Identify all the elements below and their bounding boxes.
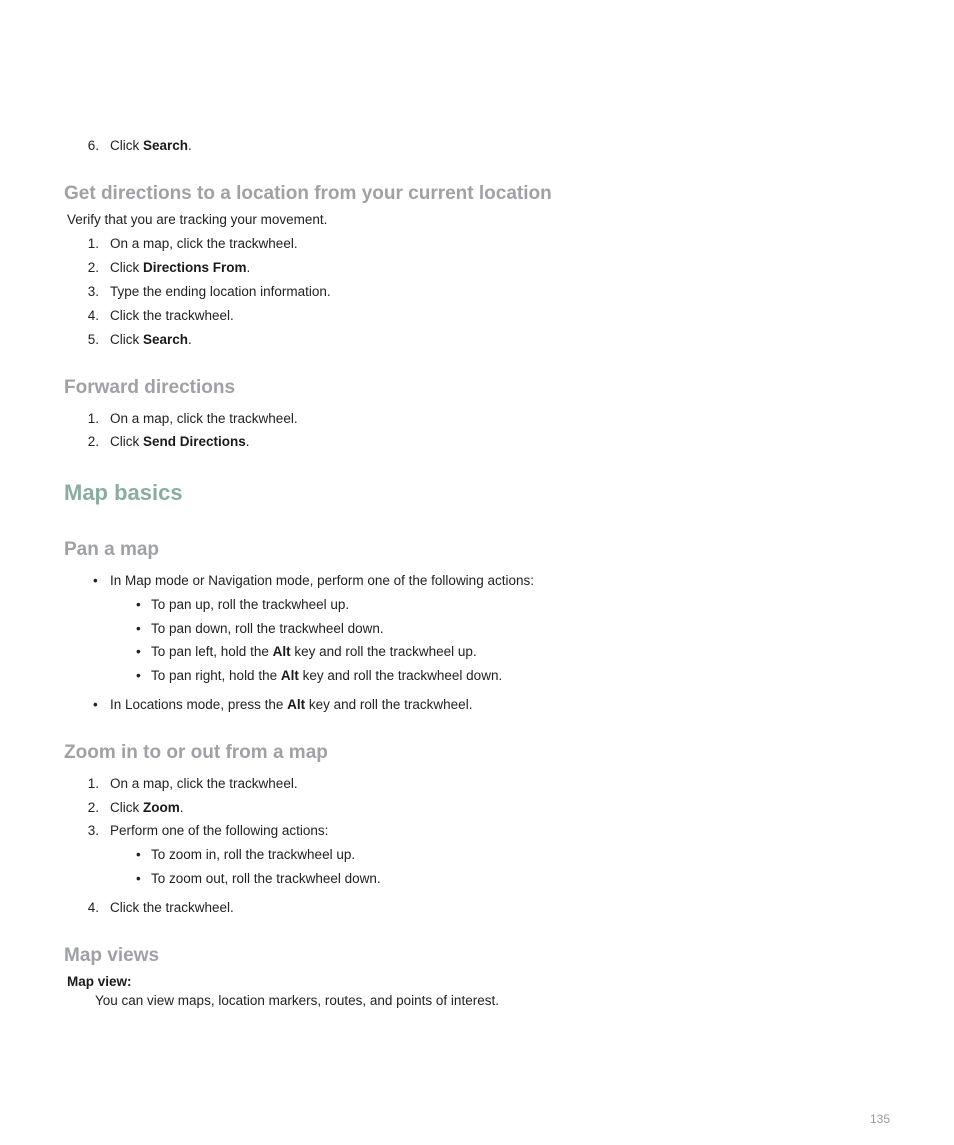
ui-term: Search <box>143 138 189 153</box>
section-heading: Pan a map <box>64 539 160 560</box>
list-item-text: To pan down, roll the trackwheel down. <box>151 621 384 636</box>
step-text-post: . <box>188 332 192 347</box>
step-text <box>110 800 184 816</box>
step-text-pre: Click <box>110 434 143 449</box>
step-text: On a map, click the trackwheel. <box>110 411 298 426</box>
step-text-post: . <box>179 800 184 815</box>
prerequisite-text: Verify that you are tracking your movement. <box>67 212 328 227</box>
ui-term: Send Directions <box>143 434 246 449</box>
bullet-icon: • <box>136 621 141 636</box>
step-text-pre: Click <box>110 800 143 815</box>
ui-term: Zoom <box>143 800 180 815</box>
step-number: 1. <box>87 411 99 426</box>
list-item-text: To pan up, roll the trackwheel up. <box>151 597 350 612</box>
bullet-icon: • <box>136 871 141 886</box>
step-number: 3. <box>87 284 99 299</box>
step-text: On a map, click the trackwheel. <box>110 776 298 791</box>
section-heading: Forward directions <box>64 377 236 398</box>
step-number: 5. <box>87 332 99 347</box>
bullet-icon: • <box>93 573 98 588</box>
bullet-icon: • <box>136 644 141 659</box>
section-heading: Zoom in to or out from a map <box>64 742 328 763</box>
list-item-text <box>110 697 472 713</box>
section-heading: Get directions to a location from your current location <box>64 183 552 204</box>
ui-term: Search <box>143 332 189 347</box>
list-text-pre: To pan left, hold the <box>151 644 273 659</box>
step-number: 2. <box>87 800 99 815</box>
step-text <box>110 138 192 154</box>
step-number: 1. <box>87 236 99 251</box>
step-number: 6. <box>87 138 99 153</box>
chapter-heading: Map basics <box>64 480 183 505</box>
step-text: Type the ending location information. <box>110 284 331 299</box>
definition-text: You can view maps, location markers, routes, and points of interest. <box>95 993 499 1008</box>
list-text-post: key and roll the trackwheel down. <box>298 668 503 683</box>
list-text-post: key and roll the trackwheel up. <box>290 644 477 659</box>
bullet-icon: • <box>93 697 98 712</box>
step-text: Click the trackwheel. <box>110 308 234 323</box>
key-name: Alt <box>280 668 299 683</box>
step-text-post: . <box>188 138 192 153</box>
step-text: Click the trackwheel. <box>110 900 234 915</box>
bullet-icon: • <box>136 668 141 683</box>
list-text-post: key and roll the trackwheel. <box>305 697 473 712</box>
step-number: 4. <box>87 308 99 323</box>
step-text-pre: Click <box>110 332 143 347</box>
step-text-post: . <box>245 434 250 449</box>
list-text-pre: In Locations mode, press the <box>110 697 288 712</box>
list-item-text: To zoom in, roll the trackwheel up. <box>151 847 356 862</box>
step-text <box>110 434 250 450</box>
ui-term: Directions From <box>143 260 247 275</box>
list-item-text <box>151 668 502 684</box>
list-item-text <box>151 644 477 660</box>
step-number: 4. <box>87 900 99 915</box>
step-number: 2. <box>87 434 99 449</box>
bullet-icon: • <box>136 847 141 862</box>
list-item-text: In Map mode or Navigation mode, perform one of the following actions: <box>110 573 534 588</box>
list-item-text: To zoom out, roll the trackwheel down. <box>151 871 381 886</box>
step-text-pre: Click <box>110 138 143 153</box>
step-number: 1. <box>87 776 99 791</box>
definition-term: Map view: <box>67 974 132 989</box>
step-number: 2. <box>87 260 99 275</box>
list-text-pre: To pan right, hold the <box>151 668 281 683</box>
section-heading: Map views <box>64 945 160 966</box>
bullet-icon: • <box>136 597 141 612</box>
key-name: Alt <box>272 644 291 659</box>
key-name: Alt <box>287 697 306 712</box>
step-text: Perform one of the following actions: <box>110 823 329 838</box>
step-text: On a map, click the trackwheel. <box>110 236 298 251</box>
step-number: 3. <box>87 823 99 838</box>
step-text-pre: Click <box>110 260 143 275</box>
step-text <box>110 332 192 348</box>
step-text <box>110 260 250 276</box>
step-text-post: . <box>246 260 251 275</box>
page-number: 135 <box>869 1112 890 1126</box>
